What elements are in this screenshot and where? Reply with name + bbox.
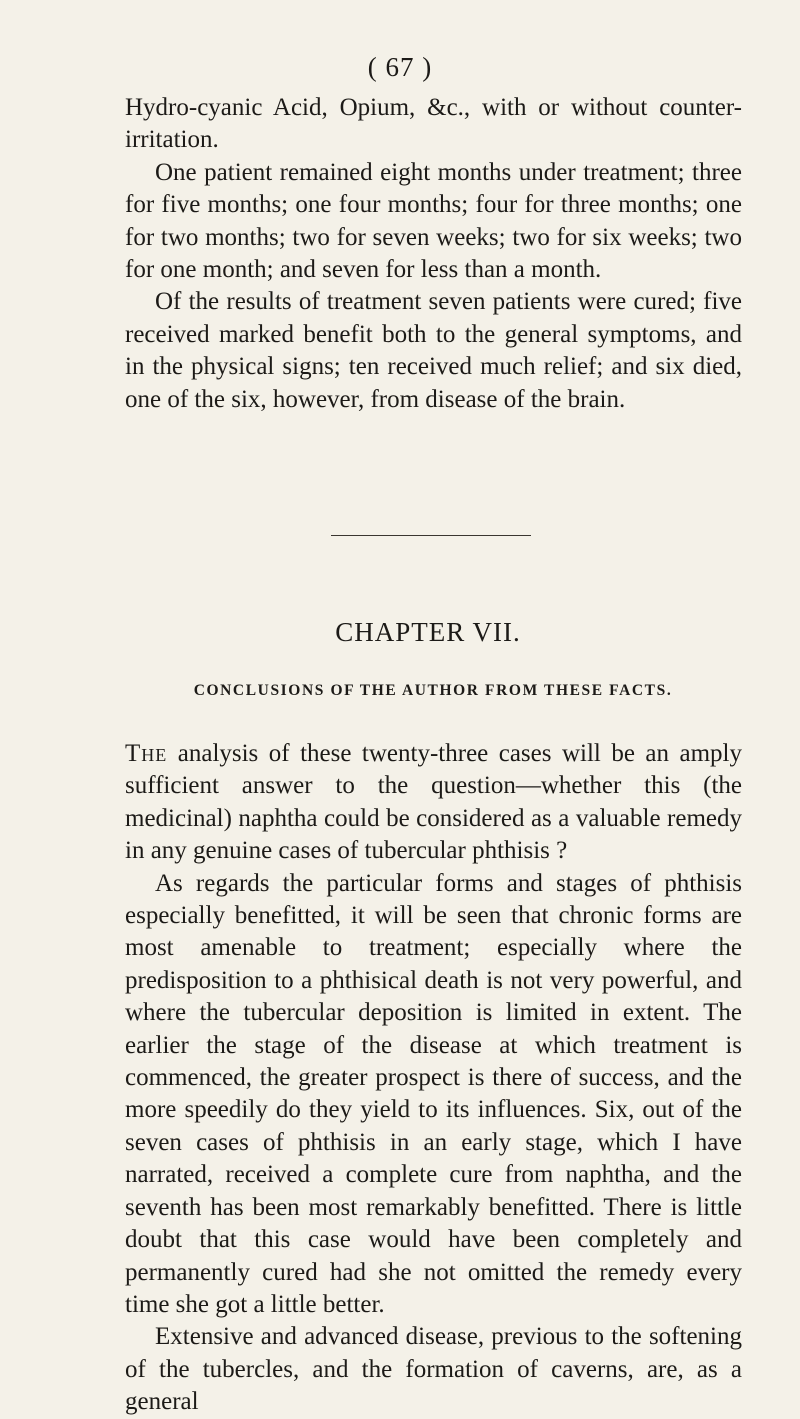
paragraph-extensive-disease: Extensive and advanced disease, previous to the softening of the tubercles, and the formation of caverns, are, as a general <box>125 1323 742 1416</box>
top-text-block <box>125 92 742 416</box>
chapter-title: CHAPTER VII. <box>335 617 521 647</box>
page-number: ( 67 ) <box>367 52 433 82</box>
chapter-subtitle: CONCLUSIONS OF THE AUTHOR FROM THESE FACTS. <box>193 682 673 699</box>
paragraph-duration: One patient remained eight months under treatment; three for five months; one four months; four for three months; one for two months; two for seven weeks; two for six weeks; two for one month; and seven for less than a month. <box>125 158 742 284</box>
section-divider <box>331 535 531 536</box>
lead-word: The <box>125 740 168 767</box>
paragraph-results: Of the results of treatment seven patients were cured; five received marked benefit both to the general symptoms, and in the physical signs; ten received much relief; and six died, one of the six, however, from disease of the brain. <box>125 288 742 413</box>
paragraph-continuation: Hydro-cyanic Acid, Opium, &c., with or without counter-irritation. <box>125 94 742 154</box>
paragraph-analysis <box>125 738 742 868</box>
paragraph-analysis-body: analysis of these twenty-three cases will be an amply sufficient answer to the question—whether this (the medicinal) naphtha could be considered as a valuable remedy in any genuine cases of tubercular phthisis ? <box>125 740 742 865</box>
chapter-text-block <box>125 738 742 1419</box>
paragraph-stages: As regards the particular forms and stages of phthisis especially benefitted, it will be seen that chronic forms are most amenable to treatment; especially where the predisposition to a phthisical death is not very powerful, and where the tubercular deposition is limited in extent. The earlier the stage of the disease at which treatment is commenced, the greater prospect is there of success, and the more speedily do they yield to its influences. Six, out of the seven cases of phthisis in an early stage, which I have narrated, received a complete cure from naphtha, and the seventh has been most remarkably benefitted. There is little doubt that this case would have been completely and permanently cured had she not omitted the remedy every time she got a little better. <box>125 869 742 1318</box>
